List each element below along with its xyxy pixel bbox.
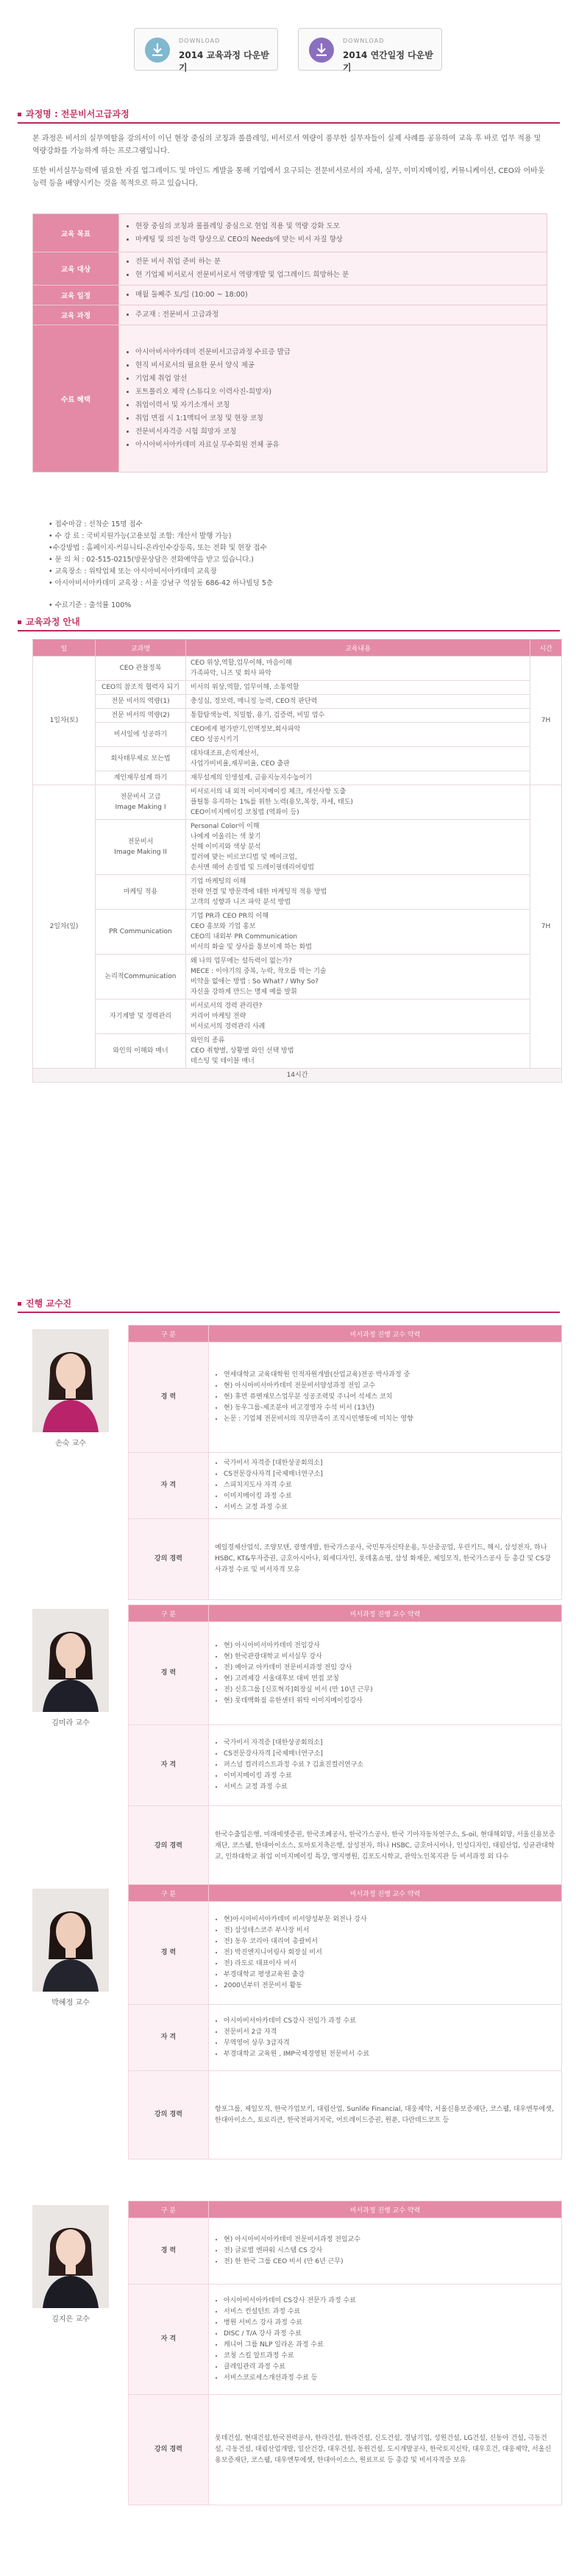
info-item: • 전문 비서 취업 준비 하는 분 xyxy=(135,255,541,269)
row-label: 강의 경력 xyxy=(129,1806,209,1887)
curriculum-module: 논리적Communication xyxy=(96,955,186,999)
content-line: 비서의 위상,역할, 업무이해, 소통역할 xyxy=(191,684,299,691)
heading-bullet-icon xyxy=(18,113,21,116)
row-value xyxy=(209,2005,562,2071)
info-row xyxy=(33,252,547,286)
curriculum-module: 회사태무제로 보는법 xyxy=(96,747,186,771)
curriculum-row xyxy=(33,681,562,695)
instructor-row-license xyxy=(129,2285,562,2395)
content-line: 자신을 강하게 만드는 명제 예를 발휘 xyxy=(191,988,297,996)
curriculum-content xyxy=(186,1034,530,1069)
row-item: • 현) 한국관광대학교 비서실무 강사 xyxy=(224,1652,555,1663)
content-line: 비서로서의 경력 관리란? xyxy=(191,1002,263,1010)
row-label: 자 격 xyxy=(129,2005,209,2071)
row-item: • 서비스 컨설턴트 과정 수료 xyxy=(224,2307,555,2318)
row-value xyxy=(209,1902,562,2005)
heading-bullet-icon xyxy=(18,1302,21,1306)
col-header: 구 분 xyxy=(129,1605,209,1622)
heading-divider xyxy=(18,1312,560,1313)
row-value: 항포그룹, 제일모직, 한국가업보키, 대림산업, Sunlife Financial, 대웅제약, 서울신용보증재단, 코스웰, 대우엔투에셋, 한대아이소스, 토로리큰, 한국전파거지국, 어트레이드증권, 원푼, 다란데드코프 등 xyxy=(209,2071,562,2159)
curriculum-table xyxy=(32,639,562,1083)
info-item: • 현장 중심의 코칭과 롤플레잉 중심으로 현업 적용 및 역량 강화 도모 xyxy=(135,220,541,233)
content-line: 대차대조표,손익계산서, xyxy=(191,750,259,757)
intro-paragraph: 또한 비서실무능력에 필요한 자질 업그레이드 및 마인드 계발을 통해 기업에서 요구되는 전문비서로서의 자세, 실무, 이미지메이킹, 커뮤니케이션, CEO와 어바웃 능력 등을 배양시키는 것을 목적으로 하고 있습니다. xyxy=(32,167,545,188)
content-line: CEO 위상,역할,업무이해, 마음이해 xyxy=(191,659,292,667)
row-value xyxy=(209,2218,562,2285)
content-line: 컬러에 맞는 비르코디법 및 메이크업, xyxy=(191,854,297,861)
curriculum-row xyxy=(33,1034,562,1069)
content-line: MECE : 이야기의 중복, 누락, 착오를 막는 기술 xyxy=(191,968,327,975)
row-item: • 국가비서 자격증 [대한상공회의소] xyxy=(224,1458,555,1469)
row-item: • 스피치지도사 자격 수료 xyxy=(224,1480,555,1491)
content-line: CEO의 내외부 PR Communication xyxy=(191,933,298,941)
row-item: • 현) 아시아비서아카데미 전문비서과정 전임교수 xyxy=(224,2234,555,2246)
instructor-photo xyxy=(32,1889,109,1992)
info-label: 수료 혜택 xyxy=(33,325,119,473)
content-line: 통합탐색능력, 치밀함, 용기, 검증력, 비밀 엄수 xyxy=(191,712,325,719)
row-item: • 부경대학교 평생교육원 출강 xyxy=(224,1970,555,1981)
row-label: 강의 경력 xyxy=(129,2071,209,2159)
heading-divider xyxy=(18,630,560,631)
instructors-heading xyxy=(18,1297,71,1309)
instructor-row-license xyxy=(129,1453,562,1519)
content-line: 기업 PR과 CEO PR의 이해 xyxy=(191,913,269,920)
curriculum-row xyxy=(33,999,562,1034)
row-label: 자 격 xyxy=(129,1453,209,1519)
curriculum-total: 14시간 xyxy=(33,1069,562,1083)
content-line: CEO에게 평가받기,인맥정보,회사파악 xyxy=(191,726,301,733)
instructor-table xyxy=(128,1325,562,1600)
heading-bullet-icon xyxy=(18,620,21,624)
content-line: 비서로서의 경력관리 사례 xyxy=(191,1023,266,1030)
curriculum-module: CEO의 참조적 협력자 되기 xyxy=(96,681,186,695)
info-item: • 아시아비서아카데미 자료실 무수회원 전체 공유 xyxy=(135,439,541,452)
curriculum-module: 계인재무설계 하기 xyxy=(96,771,186,785)
curriculum-content xyxy=(186,657,530,681)
curriculum-row xyxy=(33,875,562,910)
row-item: • 현) 고려제강 서울대후보 대비 면접 코칭 xyxy=(224,1674,555,1685)
instructor-header-row xyxy=(129,1885,562,1902)
content-line: 고객의 성향과 니즈 파악 분석 방법 xyxy=(191,899,291,906)
row-item: • 2000년부터 전문비서 활동 xyxy=(224,1981,555,1992)
col-header: 교육내용 xyxy=(186,640,530,657)
info-item: • 기업체 취업 알선 xyxy=(135,372,541,386)
row-item: • 현) 아시아비서아카데미 전임강사 xyxy=(224,1641,555,1652)
content-line: 재무설계의 인생설계, 금융지능지수높이기 xyxy=(191,774,313,782)
download-schedule-button[interactable] xyxy=(298,28,442,71)
instructor-table xyxy=(128,1604,562,1887)
info-row xyxy=(33,214,547,252)
download-label: 2014 교육과정 다운받기 xyxy=(179,50,269,73)
content-line: 나에게 어울리는 색 찾기 xyxy=(191,833,261,841)
instructor-row-lecture xyxy=(129,1806,562,1887)
info-item: • 마케팅 및 의전 능력 향상으로 CEO의 Needs에 맞는 비서 자질 향상 xyxy=(135,233,541,247)
row-label: 자 격 xyxy=(129,1725,209,1806)
curriculum-heading-text: 교육과정 안내 xyxy=(26,617,80,627)
download-curriculum-button[interactable] xyxy=(134,28,278,71)
content-line: 왜 나의 업무에는 설득력이 없는가? xyxy=(191,958,292,965)
note-line: •수강방법 : 홈페이지-커뮤니티-온라인수강등록, 또는 전화 및 현장 접수 xyxy=(49,544,267,552)
curriculum-day: 2일차(일) xyxy=(33,785,96,1069)
info-item: • 전문비서자격증 시험 희망자 코칭 xyxy=(135,425,541,439)
instructor-name: 김미라 교수 xyxy=(51,1719,90,1727)
heading-divider xyxy=(18,122,560,124)
row-value xyxy=(209,1622,562,1725)
curriculum-content xyxy=(186,709,530,723)
instructor-row-license xyxy=(129,1725,562,1806)
download-icon xyxy=(309,38,334,63)
curriculum-content xyxy=(186,820,530,875)
content-line: 커리어 마케팅 전략 xyxy=(191,1013,246,1020)
instructor-header-row xyxy=(129,2201,562,2218)
row-label: 경 력 xyxy=(129,1902,209,2005)
instructor-row-lecture xyxy=(129,2395,562,2505)
instructor-header-row xyxy=(129,1326,562,1342)
curriculum-content xyxy=(186,747,530,771)
instructors-heading-text: 진행 교수진 xyxy=(26,1298,72,1309)
curriculum-content xyxy=(186,771,530,785)
row-item: • 전) 신호그룹 [신호혁자]회장실 비서 (만 10년 근무) xyxy=(224,1685,555,1696)
curriculum-row xyxy=(33,657,562,681)
info-item: • 취업 면접 시 1:1맥티어 코칭 및 현장 코칭 xyxy=(135,412,541,425)
curriculum-total-row xyxy=(33,1069,562,1083)
col-header: 비서과정 진행 교수 약력 xyxy=(209,1885,562,1902)
row-value xyxy=(209,1453,562,1519)
col-header: 비서과정 진행 교수 약력 xyxy=(209,1605,562,1622)
row-value xyxy=(209,1342,562,1453)
content-line: 전략 연결 및 방문객에 대한 마케팅적 적용 방법 xyxy=(191,888,327,896)
curriculum-row xyxy=(33,723,562,747)
instructor-row-career xyxy=(129,1622,562,1725)
curriculum-row xyxy=(33,771,562,785)
download-row xyxy=(0,28,576,71)
row-item: • 무역영어 상무 3급자격 xyxy=(224,2038,555,2049)
curriculum-row xyxy=(33,955,562,999)
curriculum-content xyxy=(186,785,530,820)
row-item: • 현) 휴먼 퓨멘재모스업무분 성공조력및 주니어 석세스 코치 xyxy=(224,1392,555,1403)
content-line: CEO이미지메이킹 코칭법 (역좌이 등) xyxy=(191,809,299,816)
row-label: 강의 경력 xyxy=(129,1519,209,1600)
content-line: 플틸통 유지하는 1%를 위한 노력(용모,복장, 자세, 태도) xyxy=(191,799,353,806)
instructor-row-license xyxy=(129,2005,562,2071)
curriculum-content xyxy=(186,723,530,747)
row-item: • 전) 라도로 대표이사 비서 xyxy=(224,1958,555,1970)
note-line: • 수 강 료 : 국비지원가능(고용보험 조합: 개산서 발행 가능) xyxy=(49,532,232,540)
instructor-row-lecture xyxy=(129,2071,562,2159)
content-line: Personal Color이 이해 xyxy=(191,823,260,830)
curriculum-content xyxy=(186,955,530,999)
row-item: • 현) 동우그룹-제조분야 비고경영자 수석 비서 (13년) xyxy=(224,1403,555,1414)
info-row xyxy=(33,305,547,325)
content-line: 테스팅 및 테이블 매너 xyxy=(191,1058,255,1065)
content-line: CEO 홍보와 기업 홍보 xyxy=(191,923,256,930)
col-header: 구 분 xyxy=(129,1885,209,1902)
instructor-row-career xyxy=(129,2218,562,2285)
course-heading-text: 과정명 : 전문비서고급과정 xyxy=(26,109,129,119)
row-item: • 서비스코로세스개선과정 수료 등 xyxy=(224,2373,555,2384)
instructor-photo xyxy=(32,2205,109,2308)
row-item: • CS전문강사자격 [국제매너연구소] xyxy=(224,1749,555,1760)
row-item: • 연세대학교 교육대학원 인적자원개발(산업교육)전공 박사과정 중 xyxy=(224,1370,555,1381)
row-item: • 전문비서 2급 자격 xyxy=(224,2027,555,2038)
col-header: 시간 xyxy=(530,640,562,657)
row-item: • 전) 삼성테스코주 부사장 비서 xyxy=(224,1925,555,1936)
row-label: 경 력 xyxy=(129,1342,209,1453)
row-value xyxy=(209,1725,562,1806)
instructor-name: 김지은 교수 xyxy=(51,2315,90,2324)
download-small-label: DOWNLOAD xyxy=(179,38,221,44)
curriculum-day: 1일차(토) xyxy=(33,657,96,785)
curriculum-row xyxy=(33,910,562,955)
content-line: CEO 성공시키기 xyxy=(191,736,239,743)
row-item: • 국가비서 자격증 [대한상공회의소] xyxy=(224,1738,555,1749)
note-line: • 교육장소 : 위탁업체 또는 아시아비서아카데미 교육장 xyxy=(49,567,217,576)
row-item: • 서비스 교정 과정 수료 xyxy=(224,1782,555,1793)
row-item: • 아시아비서아카데미 CS강사 전문가 과정 수료 xyxy=(224,2296,555,2307)
instructor-row-career xyxy=(129,1902,562,2005)
instructor-table xyxy=(128,2201,562,2505)
info-label: 교육 과정 xyxy=(33,305,119,325)
instructor-name: 손숙 교수 xyxy=(55,1440,86,1448)
row-item: • 현) 롯데백화점 유한센터 위탁 이미지메이킹강사 xyxy=(224,1696,555,1707)
info-label: 교육 목표 xyxy=(33,214,119,252)
note-line: • 아시아비서아카데미 교육장 : 서울 강남구 역삼동 686-42 하나빌딩 5층 xyxy=(49,579,274,587)
curriculum-hours: 7H xyxy=(530,657,562,785)
row-value xyxy=(209,2285,562,2395)
course-info-table xyxy=(32,213,547,473)
curriculum-module: CEO 관찰정복 xyxy=(96,657,186,681)
course-heading xyxy=(18,107,129,120)
row-label: 자 격 xyxy=(129,2285,209,2395)
curriculum-module: PR Communication xyxy=(96,910,186,955)
col-header: 구 분 xyxy=(129,1326,209,1342)
curriculum-header-row xyxy=(33,640,562,657)
row-item: • 부경대학교 교육원 , IMP국제경영된 전문비서 수료 xyxy=(224,2049,555,2060)
row-item: • 병원 서비스 강사 과정 수료 xyxy=(224,2318,555,2329)
row-item: • 전) 박진엔지니어링사 회장실 비서 xyxy=(224,1947,555,1958)
curriculum-content xyxy=(186,681,530,695)
col-header: 구 분 xyxy=(129,2201,209,2218)
content-line: 와인의 종류 xyxy=(191,1037,225,1044)
instructor-photo xyxy=(32,1609,109,1712)
course-notes xyxy=(49,519,273,612)
instructor-name: 박혜정 교수 xyxy=(51,1999,90,2007)
curriculum-row xyxy=(33,709,562,723)
curriculum-row xyxy=(33,695,562,709)
row-item: • 전) 동우 코리아 대리어 총괄비서 xyxy=(224,1936,555,1947)
download-small-label: DOWNLOAD xyxy=(343,38,385,44)
instructor-header-row xyxy=(129,1605,562,1622)
content-line: CEO 취향별, 상황별 와인 선택 방법 xyxy=(191,1047,294,1055)
row-item: • 전) 한 한국 그룹 CEO 비서 (만 6년 근무) xyxy=(224,2257,555,2268)
row-item: • 현)아시아비서아카데미 비서양성부문 외전나 강사 xyxy=(224,1914,555,1925)
curriculum-module: 자기계발 및 경력관리 xyxy=(96,999,186,1034)
row-item: • 클레임관리 과정 수료 xyxy=(224,2362,555,2373)
row-item: • 논문 : 기업체 전문비서의 직무만족이 조직시민행동에 미치는 영향 xyxy=(224,1414,555,1425)
row-label: 경 력 xyxy=(129,2218,209,2285)
curriculum-heading xyxy=(18,615,80,628)
row-value: 예일경제산업석, 조양모텐, 광명개발, 한국가스공사, 국민투자신탁운용, 두산중공업, 우린키드, 해시, 삼성전자, 하나 HSBC, KT&투자증권, 금호아시아나, 외세디자인, 롯데홈쇼핑, 삼성 화재문, 제일모직, 한국가스공사 등 총감 및 CS강사과정 수료 및 비서자격 모유 xyxy=(209,1519,562,1600)
info-item: • 포트폴리오 제작 (스튜디오 이력사진-희망자) xyxy=(135,386,541,399)
download-label: 2014 연간일정 다운받기 xyxy=(343,50,433,73)
curriculum-module: 전문 비서의 역량(2) xyxy=(96,709,186,723)
curriculum-row xyxy=(33,747,562,771)
curriculum-content xyxy=(186,695,530,709)
row-value: 롯데건설, 현대건설,한국전력공사, 한라건설, 한라건설, 신도건설, 경남기업, 성원건설, LG건설, 신동아 건설, 극동건설, 극동건설, 대림산업개발, 일산건강, 대우건설, 동원건설, 도시개발공사, 한국토지신탁, 대우호건, 대웅제약, 서울신용보증재단, 코스웰, 대우엔투에셋, 한대아이소스, 원료프로 등 총감 및 비서자격증 보유 xyxy=(209,2395,562,2505)
col-header: 비서과정 진행 교수 약력 xyxy=(209,2201,562,2218)
curriculum-content xyxy=(186,999,530,1034)
info-label: 교육 일정 xyxy=(33,286,119,305)
row-item: • 전) 예아교 아카데미 전문비서과정 전임 강사 xyxy=(224,1663,555,1674)
col-header: 일 xyxy=(33,640,96,657)
curriculum-module: 전문비서 Image Making II xyxy=(96,820,186,875)
info-item: • 주교재 : 전문비서 고급과정 xyxy=(135,308,541,322)
row-label: 경 력 xyxy=(129,1622,209,1725)
note-line: • 접수마감 : 선착순 15명 접수 xyxy=(49,520,143,528)
row-value: 한국수출입은행, 미래에셋증권, 한국조폐공사, 한국가스공사, 한국 기아자동차연구소, S-oil, 현대해외망, 서울신용보증재단, 코스웰, 한대아이소스, 토마토저축은행, 삼성전자, 하나 HSBC, 금호아시아나, 인성디자인, 대림산업, 성균관대학교, 인하대학교 취업 이미지메이킹 특강, 명지병원, 김포도시학교, 관악노인복지관 등 비서과정 외 다수 xyxy=(209,1806,562,1887)
col-header: 비서과정 진행 교수 약력 xyxy=(209,1326,562,1342)
row-item: • 이미지메이킹 과정 수료 xyxy=(224,1771,555,1782)
content-line: 충성심, 정보력, 매니징 능력, CEO적 판단력 xyxy=(191,698,318,705)
info-item: • 아시아비서아카데미 전문비서고급과정 수료증 발급 xyxy=(135,346,541,359)
curriculum-module: 전문 비서의 역량(1) xyxy=(96,695,186,709)
content-line: 손서멘 헤어 손질법 및 드레이핑데리어링법 xyxy=(191,864,314,871)
instructor-row-career xyxy=(129,1342,562,1453)
content-line: 가족파악, 니즈 및 회사 파악 xyxy=(191,670,271,677)
curriculum-module: 전문비서 고급 Image Making I xyxy=(96,785,186,820)
download-icon xyxy=(145,38,170,63)
info-item: • 취업이력서 및 자기소개서 코칭 xyxy=(135,399,541,412)
curriculum-row xyxy=(33,785,562,820)
instructor-table xyxy=(128,1884,562,2159)
row-item: • 이미지메이킹 과정 수료 xyxy=(224,1491,555,1502)
content-line: 선해 이미지와 색상 분석 xyxy=(191,843,261,851)
row-item: • 현) 아시아비서아카데미 전문비서양성과정 전임 교수 xyxy=(224,1381,555,1392)
row-label: 강의 경력 xyxy=(129,2395,209,2505)
content-line: 기업 마케팅의 이해 xyxy=(191,878,246,885)
curriculum-module: 비서일에 성공하기 xyxy=(96,723,186,747)
curriculum-content xyxy=(186,875,530,910)
instructor-row-lecture xyxy=(129,1519,562,1600)
info-label: 교육 대상 xyxy=(33,252,119,286)
curriculum-content xyxy=(186,910,530,955)
content-line: 비서의 화술 및 상사를 통보이게 하는 화법 xyxy=(191,944,312,951)
row-item: • 퍼스널 컬러리스트과정 수료 ? 김효진컬러연구소 xyxy=(224,1760,555,1771)
row-item: • 캐니어 그룹 NLP 일라온 과정 수료 xyxy=(224,2340,555,2351)
content-line: 비서로서의 내 외적 이미지메이킹 체크, 개선사항 도출 xyxy=(191,788,346,796)
row-item: • 서비스 교정 과정 수료 xyxy=(224,1502,555,1513)
row-item: • 전) 글로벌 엔파워 시스템 CS 강사 xyxy=(224,2246,555,2257)
info-item: • 현직 비서로서의 필요한 문서 양식 제공 xyxy=(135,359,541,372)
content-line: 비약을 없애는 방법 : So What? / Why So? xyxy=(191,978,319,986)
info-row xyxy=(33,286,547,305)
curriculum-module: 마케팅 적용 xyxy=(96,875,186,910)
curriculum-hours: 7H xyxy=(530,785,562,1069)
intro-paragraph: 본 과정은 비서의 실무역할을 강의서이 이닌 현장 중심의 코칭과 롤플레잉, 비서로서 역량이 풍부한 실무자들이 실제 사례를 공유하여 교육 후 바로 업무 적용 및 역량강화를 가능하게 하는 프로그램입니다. xyxy=(32,135,541,155)
row-item: • DISC / T/A 강사 과정 수료 xyxy=(224,2329,555,2340)
info-item: • 현 기업체 비서로서 전문비서로서 역량개발 및 업그레이드 희망하는 분 xyxy=(135,269,541,282)
note-line: • 수료기준 : 출석률 100% xyxy=(49,601,132,609)
col-header: 교과명 xyxy=(96,640,186,657)
row-item: • 코칭 스킬 알트과정 수료 xyxy=(224,2351,555,2362)
content-line: 사업가비비율,재무비율, CEO 출판 xyxy=(191,760,290,768)
curriculum-row xyxy=(33,820,562,875)
instructor-photo xyxy=(32,1329,109,1432)
row-item: • 아시아비서아카데미 CS강사 전임가 과정 수료 xyxy=(224,2016,555,2027)
info-row xyxy=(33,325,547,473)
info-item: • 매월 둘째주 토/일 (10:00 ~ 18:00) xyxy=(135,289,541,302)
row-item: • CS전문강사자격 [국제매너연구소] xyxy=(224,1469,555,1480)
curriculum-module: 와인의 이해와 매너 xyxy=(96,1034,186,1069)
note-line: • 문 의 처 : 02-515-0215(방문상담은 전화예약을 받고 있습니다.) xyxy=(49,556,255,564)
course-intro xyxy=(32,132,547,197)
